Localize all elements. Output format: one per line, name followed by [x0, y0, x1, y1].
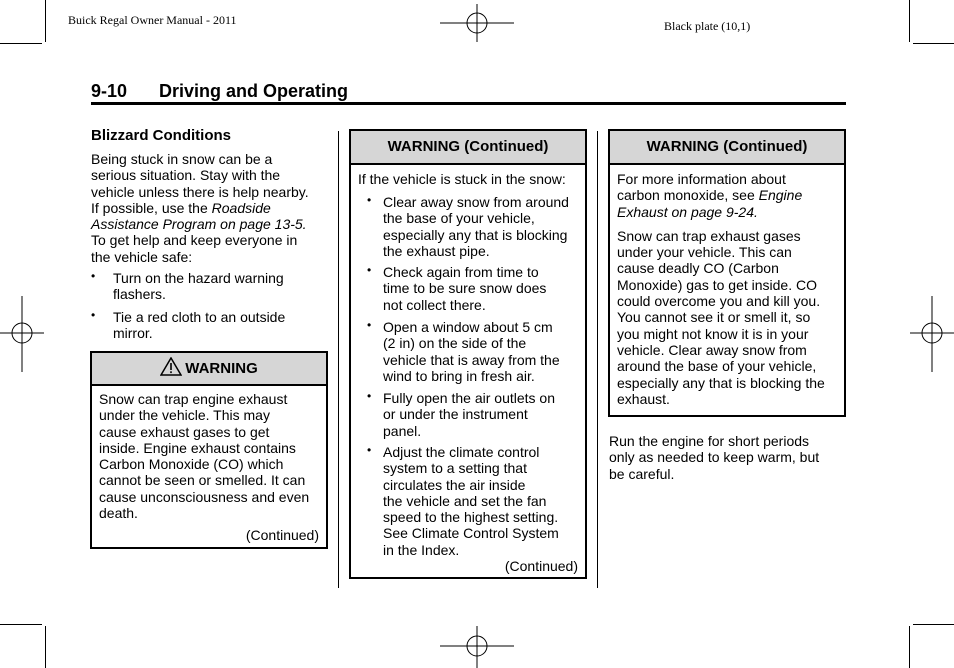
list-item: • Clear away snow from around the base of your vehicle, especially any that is blocking the exhaust pipe.: [367, 193, 569, 259]
warning-lead: If the vehicle is stuck in the snow:: [358, 171, 566, 187]
closing-paragraph: Run the engine for short periods only as needed to keep warm, but be careful.: [609, 433, 820, 482]
continued-label: (Continued): [504, 558, 578, 574]
warning-text: Snow can trap engine exhaust under the vehicle. This may cause exhaust gases to get inside. Engine exhaust contains Carbon Monoxide (CO) which cannot be seen or smelled. It can cause unconsciousness and even death.: [99, 391, 310, 522]
registration-mark-icon: [0, 296, 44, 372]
warning-box: [90, 351, 328, 549]
bullet-dot-icon: •: [367, 389, 372, 403]
bullet-dot-icon: •: [91, 269, 96, 283]
registration-mark-icon: [910, 296, 954, 372]
list-item: • Adjust the climate control system to a setting that circulates the air inside the vehicle and set the fan speed to the highest setting. See Climate Control System in the Index.: [367, 443, 559, 558]
warning-header: WARNING: [92, 353, 326, 386]
column-divider: [597, 131, 598, 588]
subsection-heading: Blizzard Conditions: [91, 127, 231, 144]
list-item: • Check again from time to time to be sure snow does not collect there.: [367, 263, 547, 313]
continued-label: (Continued): [245, 527, 319, 543]
page-number: 9-10: [91, 81, 128, 101]
column-divider: [338, 131, 339, 588]
list-item: • Tie a red cloth to an outside mirror.: [91, 308, 286, 342]
bullet-dot-icon: •: [91, 308, 96, 322]
plate-label: Black plate (10,1): [664, 19, 751, 33]
warning-triangle-icon: [160, 357, 182, 376]
bullet-dot-icon: •: [367, 443, 372, 457]
warning-box: [608, 129, 846, 417]
warning-box: [349, 129, 587, 579]
list-item: • Open a window about 5 cm (2 in) on the side of the vehicle that is away from the wind to bring in fresh air.: [367, 318, 560, 384]
warning-text: For more information about carbon monoxide, see Engine Exhaust on page 9-24. Snow can trap exhaust gases under your vehicle. This can cause deadly CO (Carbon Monoxide) gas to get inside. CO could overcome you and kill you. You cannot see it or smell it, so you might not know it is in your vehicle. Clear away snow from around the base of your vehicle, especially any that is blocking the exhaust.: [617, 171, 825, 407]
list-item: • Fully open the air outlets on or under the instrument panel.: [367, 389, 555, 439]
list-item: • Turn on the hazard warning flashers.: [91, 269, 284, 303]
bullet-dot-icon: •: [367, 263, 372, 277]
intro-paragraph: Being stuck in snow can be a serious situation. Stay with the vehicle unless there is help nearby. If possible, use the Roadside Assistance Program on page 13-5. To get help and keep everyone in the vehicle safe:: [91, 151, 309, 265]
bullet-dot-icon: •: [367, 193, 372, 207]
manual-title: Buick Regal Owner Manual - 2011: [68, 13, 237, 27]
registration-mark-icon: [440, 4, 516, 42]
warning-header: WARNING (Continued): [610, 131, 844, 165]
bullet-dot-icon: •: [367, 318, 372, 332]
warning-header: WARNING (Continued): [351, 131, 585, 165]
header-rule: [91, 102, 846, 105]
section-title: Driving and Operating: [159, 81, 349, 101]
registration-mark-icon: [440, 626, 516, 668]
